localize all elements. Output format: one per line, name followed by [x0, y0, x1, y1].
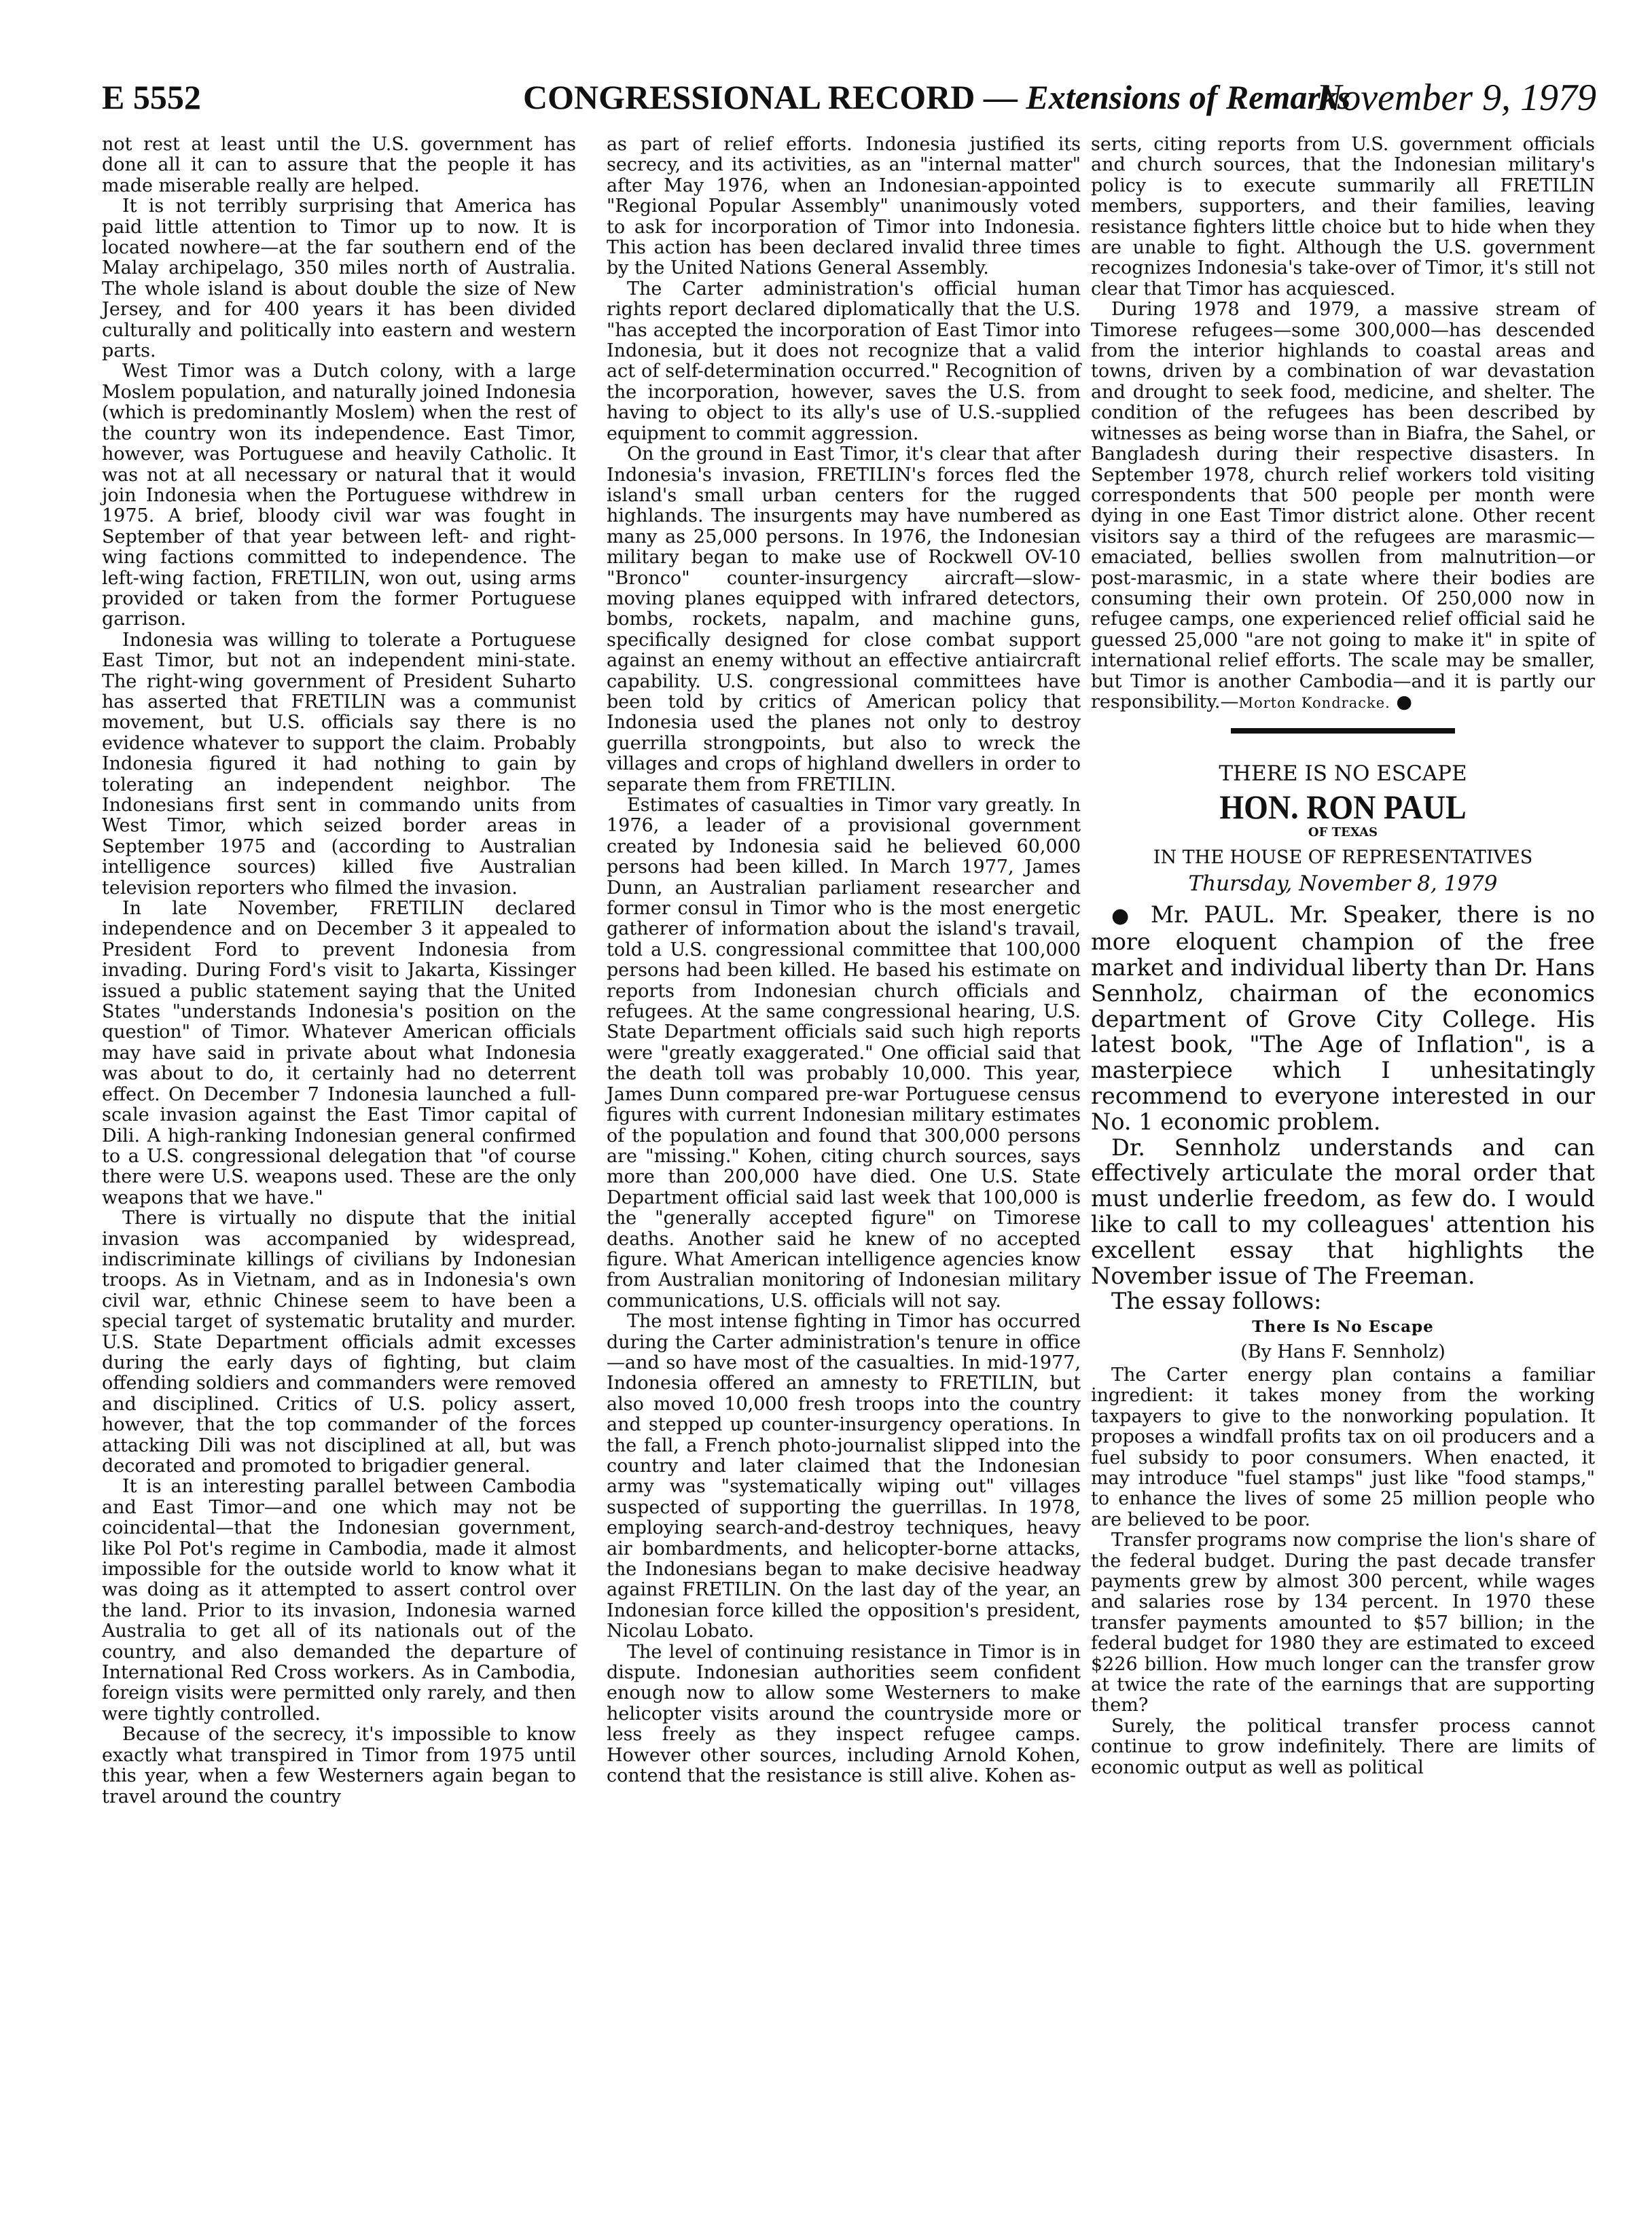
- paragraph: Dr. Sennholz understands and can effectively articulate the moral order that must underlie freedom, as few do. I would like to call to my colleagues' attention his excellent essay that highlights the November issue of The Freeman.: [1091, 1134, 1595, 1289]
- speech-date: Thursday, November 8, 1979: [1188, 871, 1498, 896]
- essay-byline: (By Hans F. Sennholz): [1240, 1341, 1446, 1362]
- column-2: [607, 134, 1081, 1787]
- paragraph: Estimates of casualties in Timor vary greatly. In 1976, a leader of a provisional government created by Indonesia said he believed 60,000 persons had been killed. In March 1977, James Dunn, an Australian parliament researcher and former consul in Timor who is the most energetic gatherer of information about the island's travail, told a U.S. congressional committee that 100,000 persons had been killed. He based his estimate on reports from Indonesian church officials and refugees. At the same congressional hearing, U.S. State Department officials said such high reports were "greatly exaggerated." One official said that the death toll was probably 10,000. This year, James Dunn compared pre-war Portuguese census figures with current Indonesian military estimates of the population and found that 300,000 persons are "missing." Kohen, citing church sources, says more than 200,000 have died. One U.S. State Department official said last week that 100,000 is the "generally accepted figure" on Timorese deaths. Another said he knew of no accepted figure. What American intelligence agencies know from Australian monitoring of Indonesian military communications, U.S. officials will not say.: [607, 795, 1081, 1312]
- paragraph-text: Mr. PAUL. Mr. Speaker, there is no more eloquent champion of the free market and individual liberty than Dr. Hans Sennholz, chairman of the economics department of Grove City College. His latest book, "The Age of Inflation", is a masterpiece which I unhesitatingly recommend to everyone interested in our No. 1 economic problem.: [1091, 901, 1595, 1135]
- column-3: [1091, 134, 1595, 1778]
- paragraph: The Carter administration's official human rights report declared diplomatically that the U.S. "has accepted the incorporation of East Timor into Indonesia, but it does not recognize that a valid act of self-determination occurred." Recognition of the incorporation, however, saves the U.S. from having to object to its ally's use of U.S.-supplied equipment to commit aggression.: [607, 278, 1081, 444]
- section-divider: [1231, 728, 1455, 734]
- paragraph: Transfer programs now comprise the lion's share of the federal budget. During the past decade transfer payments grew by almost 300 percent, while wages and salaries rose by 134 percent. In 1970 these transfer payments amounted to $57 billion; in the federal budget for 1980 they are estimated to exceed $226 billion. How much longer can the transfer grow at twice the rate of the earnings that are supporting them?: [1091, 1530, 1595, 1716]
- paragraph: The most intense fighting in Timor has occurred during the Carter administration's tenure in office—and so have most of the casualties. In mid-1977, Indonesia offered an amnesty to FRETILIN, but also moved 10,000 fresh troops into the country and stepped up counter-insurgency operations. In the fall, a French photo-journalist slipped into the country and later claimed that the Indonesian army was "systematically wiping out" villages suspected of supporting the guerrillas. In 1978, employing search-and-destroy techniques, heavy air bombardments, and helicopter-borne attacks, the Indonesians began to make decisive headway against FRETILIN. On the last day of the year, an Indonesian force killed the opposition's president, Nicolau Lobato.: [607, 1311, 1081, 1642]
- paragraph: Surely, the political transfer process cannot continue to grow indefinitely. There are limits of economic output as well as political: [1091, 1715, 1595, 1778]
- paragraph: [1091, 300, 1595, 713]
- representative-state: OF TEXAS: [1308, 825, 1378, 840]
- publication-title: CONGRESSIONAL RECORD — Extensions of Remarks: [523, 78, 1351, 116]
- paragraph: serts, citing reports from U.S. government officials and church sources, that the Indonesian military's policy is to execute summarily all FRETILIN members, supporters, and their families, leaving resistance fighters little choice but to hide when they are unable to fight. Although the U.S. government recognizes Indonesia's take-over of Timor, it's still not clear that Timor has acquiesced.: [1091, 134, 1595, 300]
- paragraph: The Carter energy plan contains a familiar ingredient: it takes money from the working taxpayers to give to the nonworking population. It proposes a windfall profits tax on oil producers and a fuel subsidy to poor consumers. When enacted, it may introduce "fuel stamps" just like "food stamps," to enhance the lives of some 25 million people who are believed to be poor.: [1091, 1364, 1595, 1530]
- paragraph: not rest at least until the U.S. government has done all it can to assure that the people it has made miserable really are helped.: [102, 134, 576, 196]
- paragraph: [1091, 902, 1595, 1134]
- paragraph: In late November, FRETILIN declared independence and on December 3 it appealed to President Ford to prevent Indonesia from invading. During Ford's visit to Jakarta, Kissinger issued a public statement saying that the United States "understands Indonesia's position on the question" of Timor. Whatever American officials may have said in private about what Indonesia was about to do, it certainly had no deterrent effect. On December 7 Indonesia launched a full-scale invasion against the East Timor capital of Dili. A high-ranking Indonesian general confirmed to a U.S. congressional delegation that "of course there were U.S. weapons used. These are the only weapons that we have.": [102, 898, 576, 1208]
- paragraph: The level of continuing resistance in Timor is in dispute. Indonesian authorities seem confident enough now to allow some Westerners to make helicopter visits around the countryside more or less freely as they inspect refugee camps. However other sources, including Arnold Kohen, contend that the resistance is still alive. Kohen as-: [607, 1641, 1081, 1787]
- paragraph: It is an interesting parallel between Cambodia and East Timor—and one which may not be coincidental—that the Indonesian government, like Pol Pot's regime in Cambodia, made it almost impossible for the outside world to know what it was doing as it attempted to assert control over the land. Prior to its invasion, Indonesia warned Australia to get all of its nationals out of the country, and also demanded the departure of International Red Cross workers. As in Cambodia, foreign visits were permitted only rarely, and then were tightly controlled.: [102, 1476, 576, 1725]
- end-mark-icon: ●: [1396, 691, 1412, 712]
- paragraph: as part of relief efforts. Indonesia justified its secrecy, and its activities, as an "internal matter" after May 1976, when an Indonesian-appointed "Regional Popular Assembly" unanimously voted to ask for incorporation of Timor into Indonesia. This action has been declared invalid three times by the United Nations General Assembly.: [607, 134, 1081, 279]
- paragraph: West Timor was a Dutch colony, with a large Moslem population, and naturally joined Indonesia (which is predominantly Moslem) when the rest of the country won its independence. East Timor, however, was Portuguese and heavily Catholic. It was not at all necessary or natural that it would join Indonesia when the Portuguese withdrew in 1975. A brief, bloody civil war was fought in September of that year between left- and right-wing factions committed to independence. The left-wing faction, FRETILIN, won out, using arms provided or taken from the former Portuguese garrison.: [102, 361, 576, 630]
- paragraph: It is not terribly surprising that America has paid little attention to Timor up to now. It is located nowhere—at the far southern end of the Malay archipelago, 350 miles north of Australia. The whole island is about double the size of New Jersey, and for 400 years it has been divided culturally and politically into eastern and western parts.: [102, 196, 576, 362]
- section-title: THERE IS NO ESCAPE: [1219, 761, 1467, 787]
- paragraph: On the ground in East Timor, it's clear that after Indonesia's invasion, FRETILIN's forces fled the island's small urban centers for the rugged highlands. The insurgents may have numbered as many as 25,000 persons. In 1976, the Indonesian military began to make use of Rockwell OV-10 "Bronco" counter-insurgency aircraft—slow-moving planes equipped with infrared detectors, bombs, rockets, napalm, and machine guns, specifically designed for close combat support against an enemy without an effective antiaircraft capability. U.S. congressional committees have been told by critics of American policy that Indonesia used the planes not only to destroy guerrilla strongpoints, but also to wreck the villages and crops of highland dwellers in order to separate them from FRETILIN.: [607, 444, 1081, 795]
- bullet-icon: ●: [1111, 904, 1136, 928]
- paragraph: Indonesia was willing to tolerate a Portuguese East Timor, but not an independent mini-state. The right-wing government of President Suharto has asserted that FRETILIN was a communist movement, but U.S. officials say there is no evidence whatever to support the claim. Probably Indonesia figured it had nothing to gain by tolerating an independent neighbor. The Indonesians first sent in commando units from West Timor, which seized border areas in September 1975 and (according to Australian intelligence sources) killed five Australian television reporters who filmed the invasion.: [102, 629, 576, 899]
- page-number: E 5552: [102, 78, 201, 116]
- representative-name: HON. RON PAUL: [1219, 787, 1467, 826]
- column-1: [102, 134, 576, 1807]
- paragraph-text: During 1978 and 1979, a massive stream of Timorese refugees—some 300,000—has descended from the interior highlands to coastal areas and towns, driven by a combination of war devastation and drought to seek food, medicine, and shelter. The condition of the refugees has been described by witnesses as being worse than in Biafra, the Sahel, or Bangladesh during their respective disasters. In September 1978, church relief workers told visiting correspondents that 500 people per month were dying in one East Timor district alone. Other recent visitors say a third of the refugees are marasmic—emaciated, bellies swollen from malnutrition—or post-marasmic, in a state where their bodies are consuming their own protein. Of 250,000 now in refugee camps, one experienced relief official said he guessed 25,000 "are not going to make it" in spite of international relief efforts. The scale may be smaller, but Timor is another Cambodia—and it is partly our responsibility.—: [1091, 299, 1595, 712]
- chamber-name: IN THE HOUSE OF REPRESENTATIVES: [1153, 846, 1533, 868]
- essay-title: There Is No Escape: [1252, 1318, 1434, 1337]
- paragraph: Because of the secrecy, it's impossible to know exactly what transpired in Timor from 1975 until this year, when a few Westerners again began to travel around the country: [102, 1724, 576, 1807]
- paragraph: There is virtually no dispute that the initial invasion was accompanied by widespread, indiscriminate killings of civilians by Indonesian troops. As in Vietnam, and as in Indonesia's own civil war, ethnic Chinese seem to have been a special target of systematic brutality and murder. U.S. State Department officials admit excesses during the early days of fighting, but claim offending soldiers and commanders were removed and disciplined. Critics of U.S. policy assert, however, that the top commander of the forces attacking Dili was not disciplined at all, but was decorated and promoted to brigadier general.: [102, 1208, 576, 1477]
- speech-body: [1091, 902, 1595, 1314]
- issue-date: November 9, 1979: [1316, 77, 1596, 119]
- publication-name: CONGRESSIONAL RECORD: [523, 78, 975, 116]
- author-signature: Morton Kondracke.: [1238, 694, 1390, 711]
- section-name: Extensions of Remarks: [1026, 78, 1351, 116]
- paragraph: The essay follows:: [1111, 1288, 1322, 1315]
- page-header: [102, 73, 1596, 128]
